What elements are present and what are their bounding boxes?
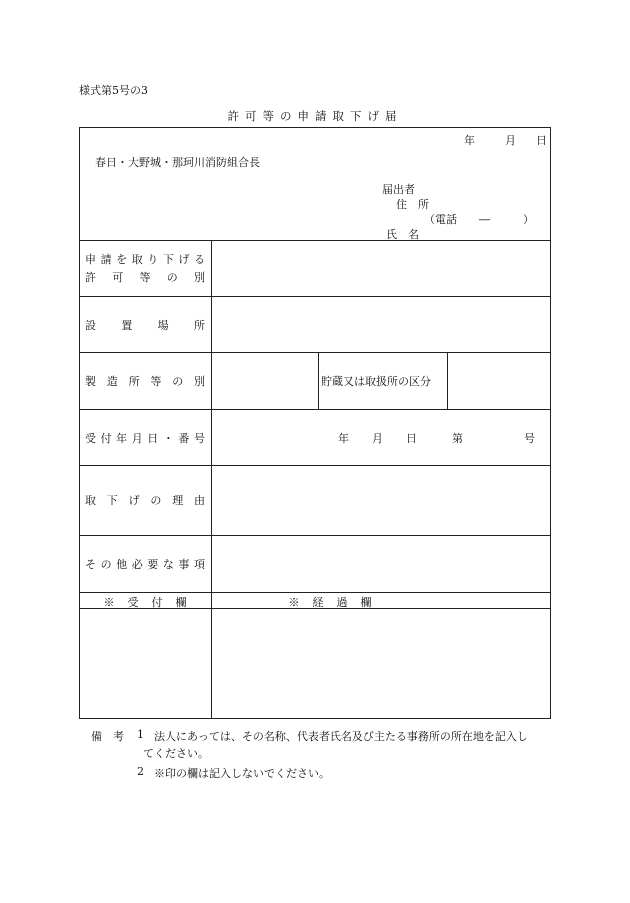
row-divider [80,409,550,410]
other-matters-label: その他必要な事項 [85,558,205,571]
row-divider [80,352,550,353]
receipt-number-suffix: 号 [524,432,535,445]
remark-2-text: ※印の欄は記入しないでください。 [154,767,330,780]
remark-1-continued: てください。 [143,747,209,760]
remarks-label: 備 考 [91,730,124,743]
row-divider [80,240,550,241]
reception-column-header: ※ 受 付 欄 [103,596,188,609]
progress-column-header: ※ 経 過 欄 [288,596,373,609]
column-divider [318,352,319,409]
permit-type-label: 申請を取り下げる [85,253,205,266]
reason-label: 取下げの理由 [85,494,205,507]
document-title: 許可等の申請取下げ届 [227,109,403,123]
addressee: 春日・大野城・那珂川消防組合長 [95,156,260,169]
permit-type-label-2: 許可等の別 [85,271,205,284]
phone-label: （電話 ― ） [424,213,534,226]
date-day-label: 日 [536,134,547,147]
location-label: 設置場所 [85,319,205,332]
row-divider [80,535,550,536]
form-code: 様式第5号の3 [79,84,148,97]
row-divider [80,465,550,466]
form-table [79,127,551,719]
receipt-label: 受付年月日・番号 [85,432,205,445]
date-year-label: 年 [464,134,475,147]
remark-1-text: 法人にあっては、その名称、代表者氏名及び主たる事務所の所在地を記入し [154,730,528,743]
column-divider [211,240,212,718]
row-divider [80,296,550,297]
receipt-day: 日 [406,432,417,445]
row-divider [80,592,550,593]
address-label: 住 所 [396,198,429,211]
remark-2-number: 2 [137,765,144,778]
remark-1-number: 1 [137,728,144,741]
storage-type-label: 貯蔵又は取扱所の区分 [321,375,431,388]
receipt-month: 月 [372,432,383,445]
receipt-number-prefix: 第 [452,432,463,445]
receipt-year: 年 [338,432,349,445]
name-label: 氏 名 [386,228,419,241]
date-month-label: 月 [505,134,516,147]
facility-type-label: 製造所等の別 [85,375,205,388]
column-divider [447,352,448,409]
applicant-label: 届出者 [382,183,415,196]
